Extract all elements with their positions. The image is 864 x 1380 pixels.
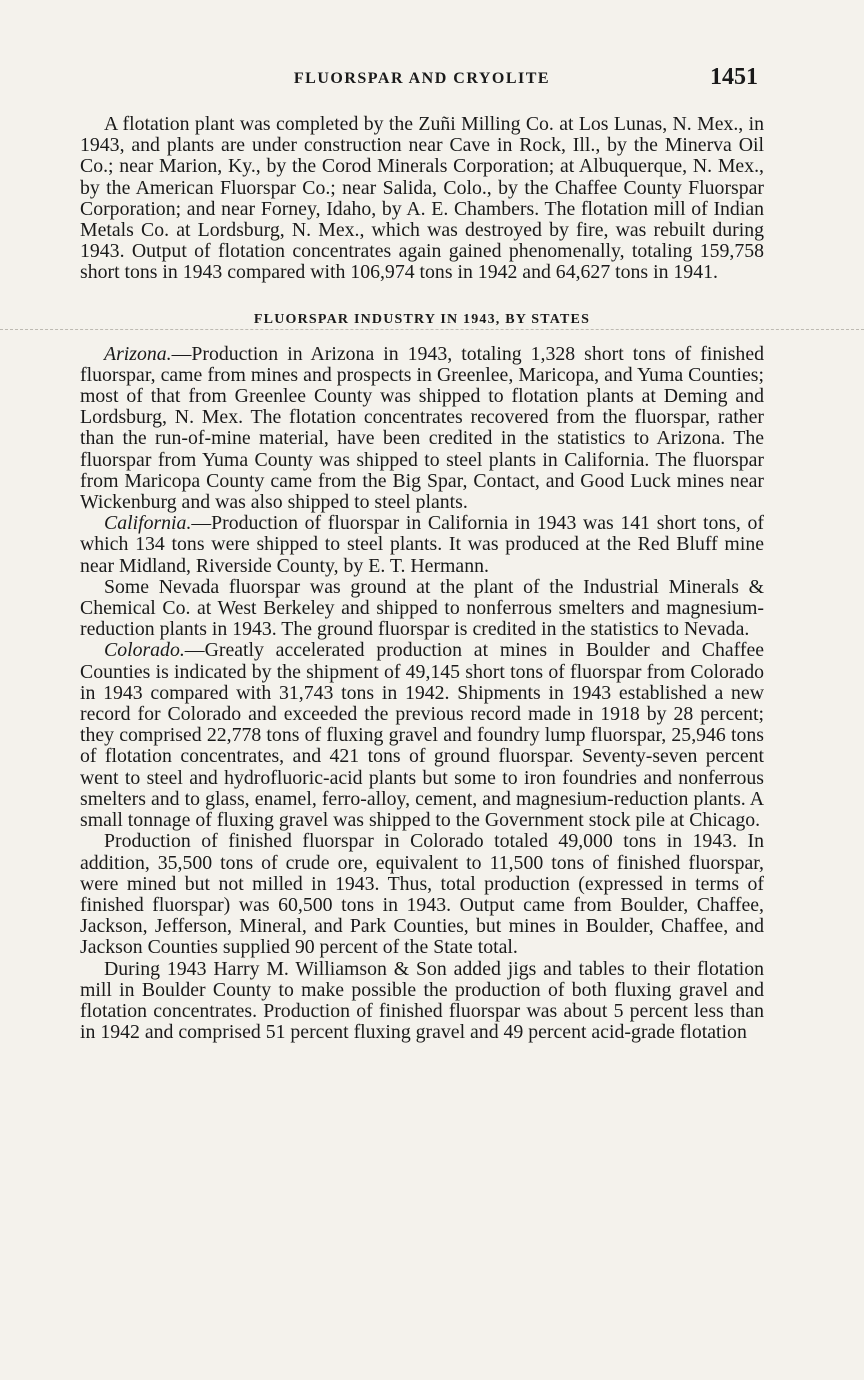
california-paragraph bbox=[80, 513, 764, 577]
section-heading: FLUORSPAR INDUSTRY IN 1943, BY STATES bbox=[253, 311, 591, 327]
arizona-heading: Arizona. bbox=[104, 342, 172, 365]
page-number: 1451 bbox=[710, 64, 758, 90]
arizona-paragraph bbox=[80, 344, 764, 514]
colorado-text: —Greatly accelerated production at mines in Boulder and Chaffee Counties is indicated by the shipment of 49,145 short tons of fluorspar from Colorado in 1943 compared with 31,743 tons in 1942. Shipments in 1943 established a new record for Colorado and exceeded the previous record made in 1918 by 28 percent; they comprised 22,778 tons of fluxing gravel and foundry lump fluorspar, 25,946 tons of flotation concentrates, and 421 tons of ground fluorspar. Seventy-seven percent went to steel and hydrofluoric-acid plants but some to iron foundries and nonferrous smelters and to glass, enamel, ferro-alloy, cement, and magnesium-reduction plants. A small tonnage of fluxing gravel was shipped to the Government stock pile at Chicago. bbox=[80, 639, 764, 832]
california-text: —Production of fluorspar in California in 1943 was 141 short tons, of which 134 tons were shipped to steel plants. It was produced at the Red Bluff mine near Midland, Riverside County, by E. T. Hermann. bbox=[80, 512, 764, 577]
running-title: FLUORSPAR AND CRYOLITE bbox=[293, 70, 551, 87]
colorado-heading: Colorado. bbox=[104, 639, 185, 662]
nevada-paragraph: Some Nevada fluorspar was ground at the plant of the Industrial Minerals & Chemical Co. at West Berkeley and shipped to nonferrous smelters and magnesium-reduction plants in 1943. The ground fluorspar is credited in the statistics to Nevada. bbox=[80, 575, 764, 641]
williamson-paragraph: During 1943 Harry M. Williamson & Son added jigs and tables to their flotation mill in Boulder County to make possible the production of both fluxing gravel and flotation concentrates. Production of finished fluorspar was about 5 percent less than in 1942 and comprised 51 percent fluxing gravel and 49 percent acid-grade flotation bbox=[80, 957, 764, 1044]
colorado-paragraph bbox=[80, 640, 764, 831]
california-heading: California. bbox=[104, 512, 192, 535]
running-header bbox=[80, 62, 764, 96]
document-page bbox=[80, 62, 764, 1043]
intro-paragraph: A flotation plant was completed by the Zuñi Milling Co. at Los Lunas, N. Mex., in 1943, and plants are under construction near Cave in Rock, Ill., by the Minerva Oil Co.; near Marion, Ky., by the Corod Minerals Corporation; at Albuquerque, N. Mex., by the American Fluorspar Co.; near Salida, Colo., by the Chaffee County Fluorspar Corporation; and near Forney, Idaho, by A. E. Chambers. The flotation mill of Indian Metals Co. at Lordsburg, N. Mex., which was destroyed by fire, was rebuilt during 1943. Output of flotation concentrates again gained phenomenally, totaling 159,758 short tons in 1943 compared with 106,974 tons in 1942 and 64,627 tons in 1941. bbox=[80, 113, 764, 284]
arizona-text: —Production in Arizona in 1943, totaling 1,328 short tons of finished fluorspar, came from mines and prospects in Greenlee, Maricopa, and Yuma Counties; most of that from Greenlee County was shipped to flotation plants at Deming and Lordsburg, N. Mex. The flotation concentrates recovered from the fluorspar, rather than the run-of-mine material, have been credited in the statistics to Arizona. The fluorspar from Yuma County was shipped to steel plants in California. The fluorspar from Maricopa County came from the Big Spar, Contact, and Good Luck mines near Wickenburg and was also shipped to steel plants. bbox=[80, 342, 764, 514]
colorado-production-paragraph: Production of finished fluorspar in Colorado totaled 49,000 tons in 1943. In addition, 35,500 tons of crude ore, equivalent to 11,500 tons of finished fluorspar, were mined but not milled in 1943. Thus, total production (expressed in terms of finished fluorspar) was 60,500 tons in 1943. Output came from Boulder, Chaffee, Jackson, Jefferson, Mineral, and Park Counties, but mines in Boulder, Chaffee, and Jackson Counties supplied 90 percent of the State total. bbox=[80, 830, 764, 959]
